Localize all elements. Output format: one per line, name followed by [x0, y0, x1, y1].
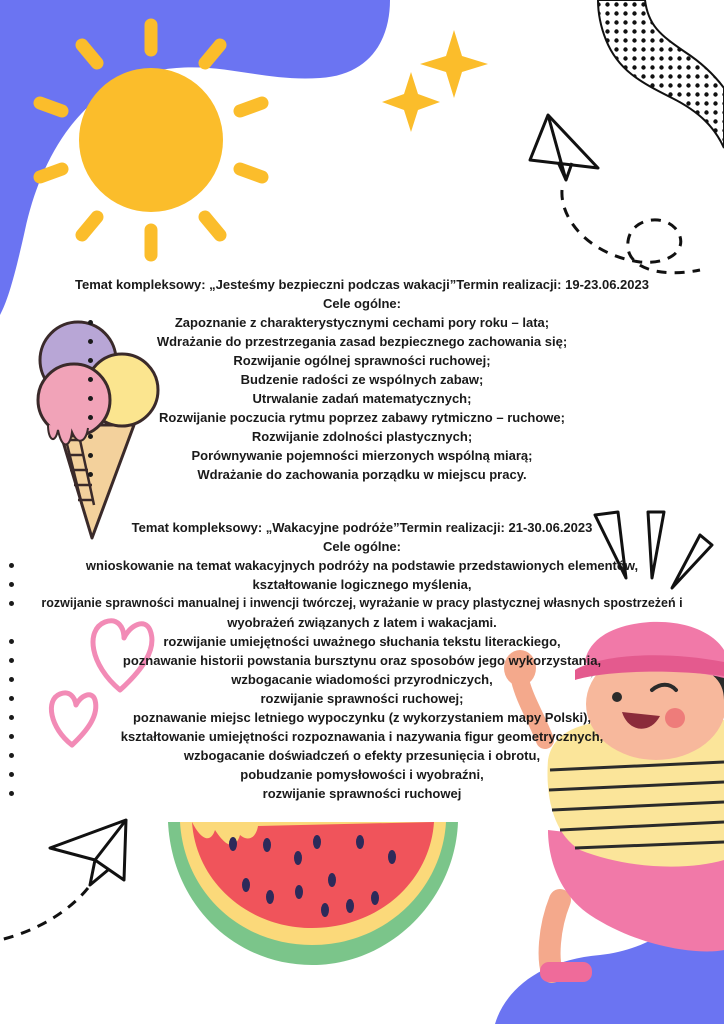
- list-item: wzbogacanie doświadczeń o efekty przesunięcia i obrotu,: [0, 746, 724, 765]
- list-item: Rozwijanie poczucia rytmu poprzez zabawy rytmiczno – ruchowe;: [0, 408, 724, 427]
- section-header: Temat kompleksowy: „Wakacyjne podróże”Termin realizacji: 21-30.06.2023: [131, 520, 593, 535]
- section-header: Temat kompleksowy: „Jesteśmy bezpieczni podczas wakacji”Termin realizacji: 19-23.06.2023: [75, 277, 649, 292]
- list-item: poznawanie miejsc letniego wypoczynku (z wykorzystaniem mapy Polski),: [0, 708, 724, 727]
- paper-plane-icon: [0, 820, 126, 940]
- goals-heading: Cele ogólne:: [322, 296, 401, 311]
- list-item: Zapoznanie z charakterystycznymi cechami pory roku – lata;: [0, 313, 724, 332]
- list-item: kształtowanie logicznego myślenia,: [0, 575, 724, 594]
- list-item-continuation: wyobrażeń związanych z latem i wakacjami.: [227, 615, 497, 630]
- dotted-wave-icon: [598, 0, 724, 148]
- list-item: kształtowanie umiejętności rozpoznawania i nazywania figur geometrycznych,: [0, 727, 724, 746]
- list-item: Porównywanie pojemności mierzonych wspólną miarą;: [0, 446, 724, 465]
- list-item: pobudzanie pomysłowości i wyobraźni,: [0, 765, 724, 784]
- list-item: Rozwijanie ogólnej sprawności ruchowej;: [0, 351, 724, 370]
- list-item: rozwijanie umiejętności uważnego słuchania tekstu literackiego,: [0, 632, 724, 651]
- list-item: Utrwalanie zadań matematycznych;: [0, 389, 724, 408]
- list-item: Wdrażanie do zachowania porządku w miejscu pracy.: [0, 465, 724, 484]
- list-item: rozwijanie sprawności ruchowej: [0, 784, 724, 803]
- sparkle-icon: [382, 30, 488, 132]
- list-item: Budzenie radości ze wspólnych zabaw;: [0, 370, 724, 389]
- list-item: Wdrażanie do przestrzegania zasad bezpiecznego zachowania się;: [0, 332, 724, 351]
- watermelon-icon: [168, 822, 458, 965]
- list-item: poznawanie historii powstania bursztynu oraz sposobów jego wykorzystania,: [0, 651, 724, 670]
- list-item: Rozwijanie zdolności plastycznych;: [0, 427, 724, 446]
- paper-plane-icon: [530, 115, 700, 273]
- list-item: rozwijanie sprawności manualnej i inwencji twórczej, wyrażanie w pracy plastycznej własnych spostrzeżeń i: [0, 594, 724, 613]
- goals-heading: Cele ogólne:: [322, 539, 401, 554]
- list-item: wzbogacanie wiadomości przyrodniczych,: [0, 670, 724, 689]
- list-item: rozwijanie sprawności ruchowej;: [0, 689, 724, 708]
- list-item: wnioskowanie na temat wakacyjnych podróży na podstawie przedstawionych elementów,: [0, 556, 724, 575]
